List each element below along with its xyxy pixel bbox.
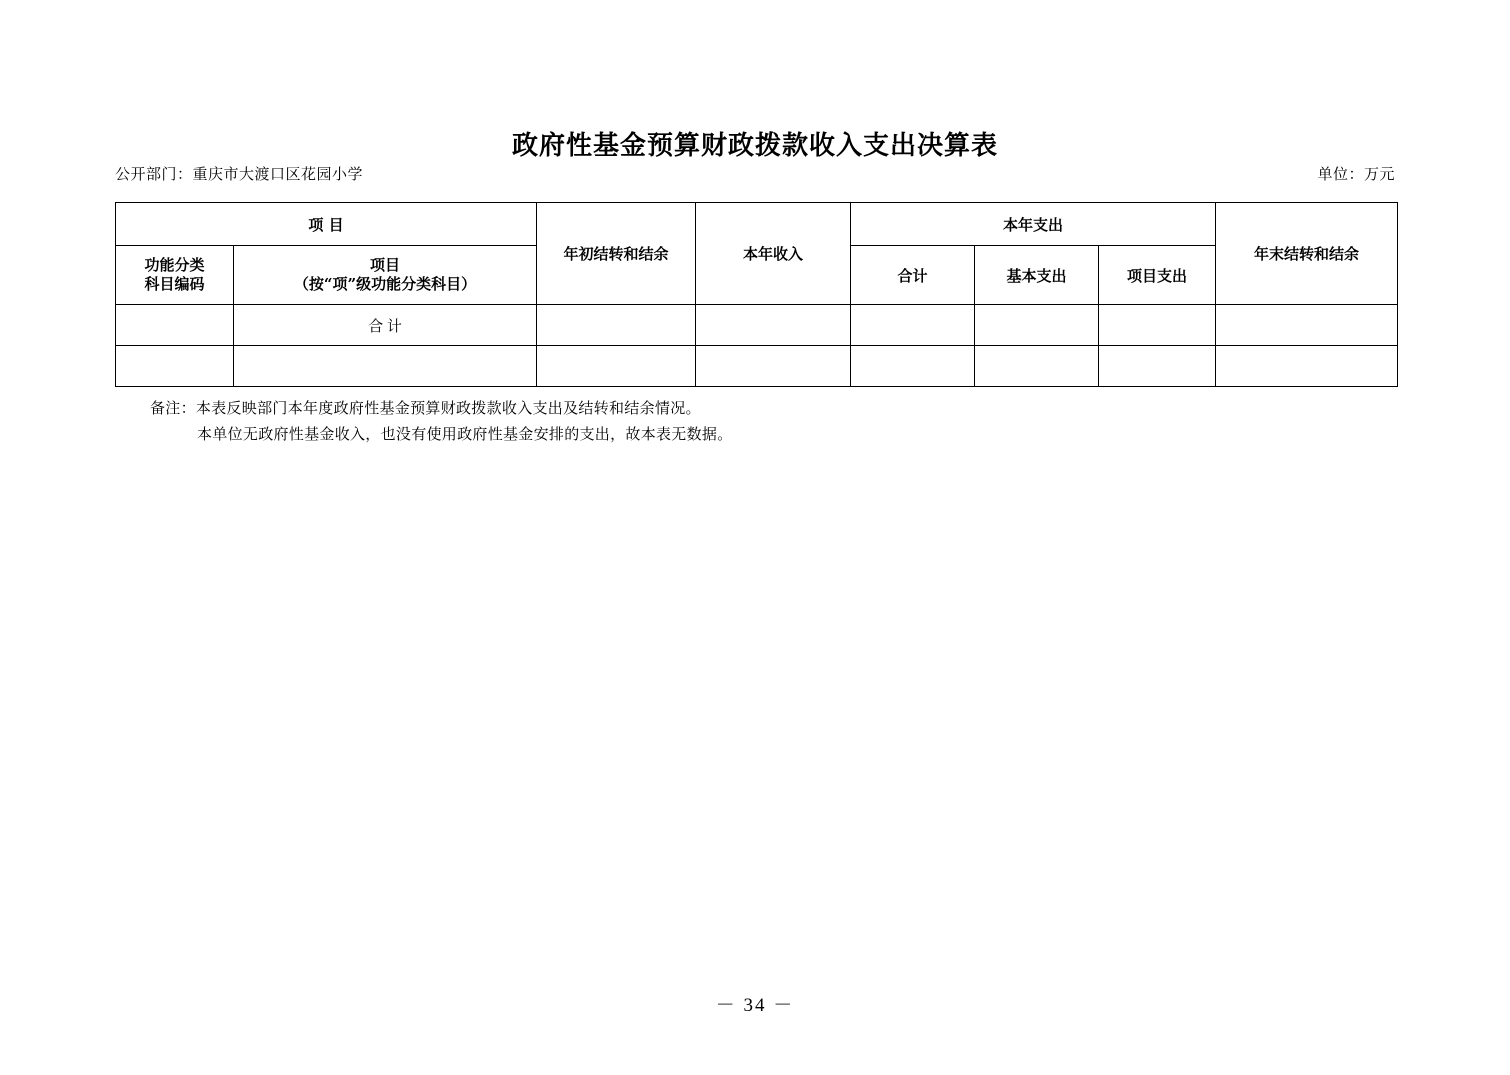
cell-begin-balance (537, 305, 696, 346)
header-expenditure-project: 项目支出 (1099, 246, 1216, 305)
header-year-income: 本年收入 (696, 203, 851, 305)
cell-begin-balance (537, 346, 696, 387)
cell-project: 合 计 (234, 305, 537, 346)
cell-end-balance (1216, 305, 1398, 346)
unit-label: 单位：万元 (1317, 167, 1395, 183)
header-function-code-line1: 功能分类 (144, 256, 205, 275)
header-begin-balance: 年初结转和结余 (537, 203, 696, 305)
header-project-line2: （按“项”级功能分类科目） (293, 275, 477, 293)
cell-expenditure-project (1099, 305, 1216, 346)
note-line-1: 备注：本表反映部门本年度政府性基金预算财政拨款收入支出及结转和结余情况。 (150, 401, 701, 417)
header-end-balance: 年末结转和结余 (1216, 203, 1398, 305)
table-row (116, 346, 1398, 387)
cell-expenditure-project (1099, 346, 1216, 387)
header-expenditure-basic: 基本支出 (975, 246, 1099, 305)
table-row (116, 305, 1398, 346)
cell-expenditure-basic (975, 346, 1099, 387)
cell-function-code (116, 305, 234, 346)
header-function-code-line2: 科目编码 (144, 275, 205, 293)
budget-table (115, 202, 1398, 387)
header-project-line1: 项目 (370, 256, 401, 275)
header-group-project: 项 目 (116, 203, 537, 246)
page-number: － 34 － (715, 995, 795, 1016)
cell-year-income (696, 346, 851, 387)
cell-expenditure-basic (975, 305, 1099, 346)
header-expenditure-total: 合计 (851, 246, 975, 305)
cell-expenditure-total (851, 305, 975, 346)
department-label: 公开部门：重庆市大渡口区花园小学 (115, 167, 364, 183)
page-title: 政府性基金预算财政拨款收入支出决算表 (511, 131, 998, 161)
cell-expenditure-total (851, 346, 975, 387)
cell-end-balance (1216, 346, 1398, 387)
cell-year-income (696, 305, 851, 346)
cell-project (234, 346, 537, 387)
header-group-expenditure: 本年支出 (851, 203, 1216, 246)
table-notes (150, 396, 733, 449)
header-function-code (116, 246, 234, 305)
header-project (234, 246, 537, 305)
cell-function-code (116, 346, 234, 387)
note-line-2: 本单位无政府性基金收入，也没有使用政府性基金安排的支出，故本表无数据。 (197, 427, 733, 444)
